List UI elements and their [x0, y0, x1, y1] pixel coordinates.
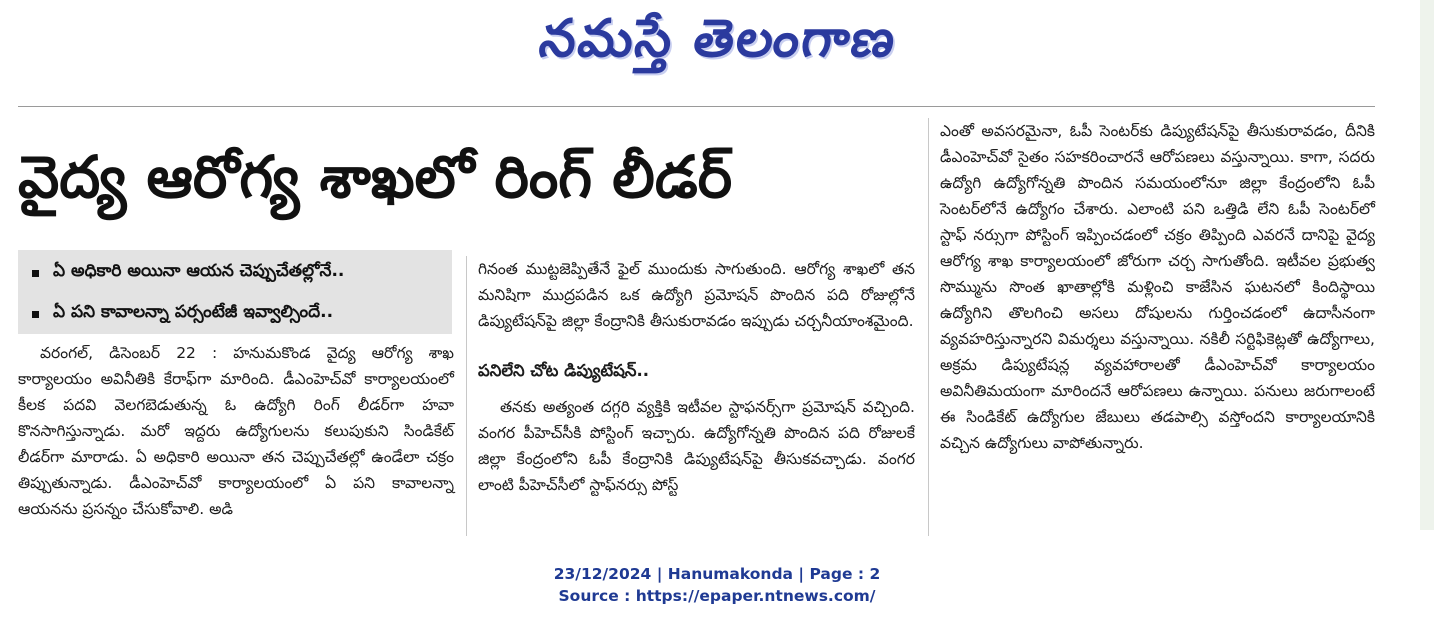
article-headline: వైద్య ఆరోగ్య శాఖలో రింగ్ లీడర్	[18, 143, 733, 211]
masthead	[0, 0, 1434, 90]
footer-date-line: 23/12/2024 | Hanumakonda | Page : 2	[553, 565, 881, 583]
article-column-1	[18, 340, 454, 522]
column-divider	[928, 118, 929, 536]
highlight-item	[18, 255, 452, 291]
page-edge-strip	[1420, 0, 1434, 530]
column2-paragraph-1: గినంత ముట్టజెప్పితేనే ఫైల్ ముందుకు సాగుతుంది. ఆరోగ్య శాఖలో తన మనిషిగా ముద్రపడిన ఒక ఉద్యోగి ప్రమోషన్ పొందిన పది రోజుల్లోనే డిప్యుటేషన్‌పై జిల్లా కేంద్రానికి తీసుకురావడం ఇప్పుడు చర్చనీయాంశమైంది.	[478, 260, 915, 330]
article-column-3	[940, 118, 1375, 456]
column2-subheading: పనిలేని చోట డిప్యుటేషన్..	[478, 361, 650, 380]
square-bullet-icon	[32, 311, 39, 318]
column2-paragraph-2: తనకు అత్యంత దగ్గరి వ్యక్తికి ఇటీవల స్టాఫనర్స్‌గా ప్రమోషన్ వచ్చింది. వంగర పీహెచ్‌సీకి పోస్టింగ్ ఇచ్చారు. ఉద్యోగోన్నతి పొందిన పది రోజులకే జిల్లా కేంద్రంలోని ఓపీ కేంద్రానికి డిప్యుటేషన్‌పై తీసుకవచ్చాడు. వంగర లాంటి పీహెచ్‌సీలో స్టాఫ్‌నర్సు పోస్ట్	[478, 398, 915, 494]
article-column-2	[478, 256, 915, 498]
highlight-item	[18, 296, 452, 332]
column1-paragraph: వరంగల్, డిసెంబర్ 22 : హనుమకొండ వైద్య ఆరోగ్య శాఖ కార్యాలయం అవినీతికి కేరాఫ్‌గా మారింది. డీఎంహెచ్‌వో కార్యాలయంలో కీలక పదవి వెలగబెడుతున్న ఓ ఉద్యోగి రింగ్ లీడర్‌గా హవా కొనసాగిస్తున్నాడు. మరో ఇద్దరు ఉద్యోగులను కలుపుకుని సిండికేట్ లీడర్‌గా మారాడు. ఏ అధికారి అయినా తన చెప్పుచేతల్లో ఉండేలా చక్రం తిప్పుతున్నాడు. డీఎంహెచ్‌వో కార్యాలయంలో ఏ పని కావాలన్నా ఆయనను ప్రసన్నం చేసుకోవాలి. అడి	[18, 344, 454, 518]
masthead-divider	[18, 106, 1375, 107]
column-divider	[466, 256, 467, 536]
footer-source-line: Source : https://epaper.ntnews.com/	[558, 587, 876, 605]
masthead-logo: నమస్తే తెలంగాణ	[535, 8, 901, 69]
highlights-box	[18, 250, 452, 334]
highlight-text: ఏ అధికారి అయినా ఆయన చెప్పుచేతల్లోనే..	[53, 261, 345, 281]
square-bullet-icon	[32, 270, 39, 277]
highlight-text: ఏ పని కావాలన్నా పర్సంటేజీ ఇవ్వాల్సిందే..	[53, 302, 334, 322]
column3-paragraph: ఎంతో అవసరమైనా, ఓపీ సెంటర్‌కు డిప్యుటేషన్‌పై తీసుకురావడం, దీనికి డీఎంహెచ్‌వో సైతం సహకరించారనే ఆరోపణలు వస్తున్నాయి. కాగా, సదరు ఉద్యోగి ఉద్యోగోన్నతి పొందిన సమయంలోనూ జిల్లా కేంద్రంలోని ఓపీ సెంటర్‌లోనే ఉద్యోగం చేశారు. ఎలాంటి పని ఒత్తిడి లేని ఓపీ సెంటర్‌లో స్టాఫ్ నర్సుగా పోస్టింగ్ ఇప్పించడంలో చక్రం తిప్పింది ఎవరనే దానిపై వైద్య ఆరోగ్య శాఖ కార్యాలయంలో జోరుగా చర్చ సాగుతోంది. ఇటీవల ప్రభుత్వ సొమ్మును సొంత ఖాతాల్లోకి మళ్లించి కాజేసిన ఘటనలో కిందిస్థాయి ఉద్యోగిని తొలగించి అసలు దోషులను గుర్తించడంలో ఉదాసీనంగా వ్యవహరిస్తున్నారని విమర్శలు వస్తున్నాయి. నకిలీ సర్టిఫికెట్లతో ఉద్యోగాలు, అక్రమ డిప్యుటేషన్ల వ్యవహారాలతో డీఎంహెచ్‌వో కార్యాలయం అవినీతిమయంగా మారిందనే ఆరోపణలు ఉన్నాయి. పనులు జరుగాలంటే ఈ సిండికేట్ ఉద్యోగుల జేబులు తడపాల్సి వస్తోందని కార్యాలయానికి వచ్చిన ఉద్యోగులు వాపోతున్నారు.	[940, 122, 1375, 452]
page-footer	[0, 563, 1434, 607]
